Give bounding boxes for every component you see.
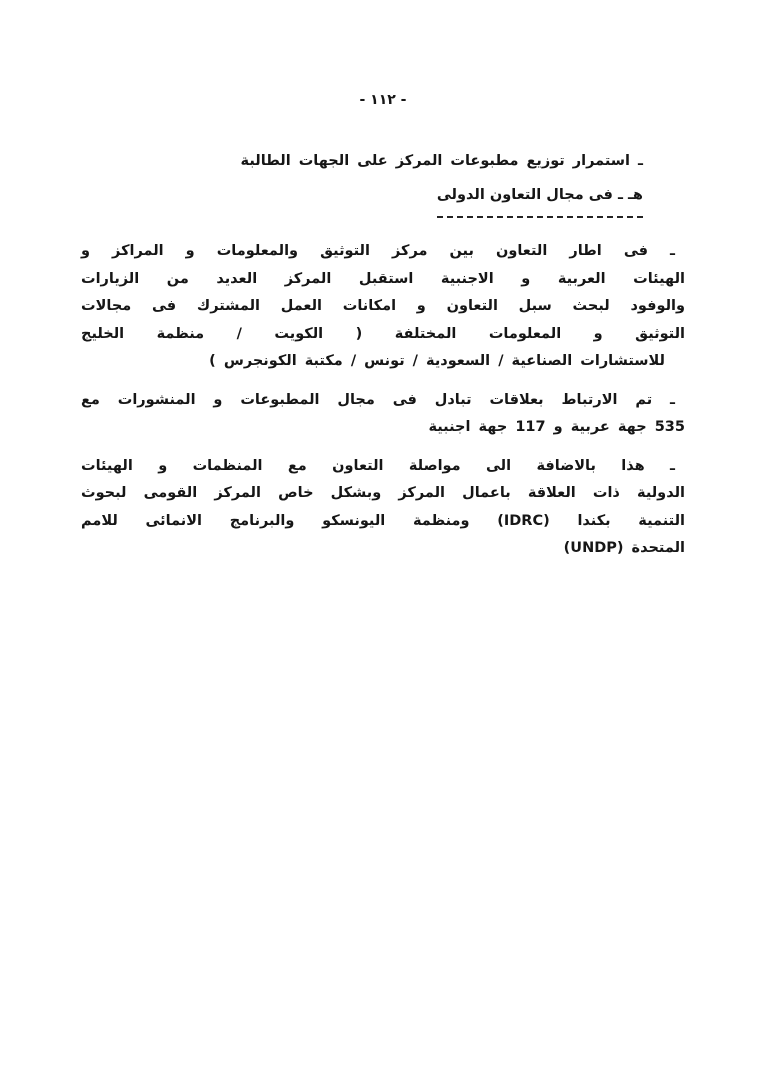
paragraph-line: للاستشارات الصناعية / السعودية / تونس / مكتبة الكونجرس ) (209, 353, 665, 369)
distribution-note-line: ـ استمرار توزيع مطبوعات المركز على الجهات الطالبة (240, 153, 643, 169)
paragraph-line: ـ هذا بالاضافة الى مواصلة التعاون مع المنظمات و الهيئات (81, 457, 675, 474)
paragraph-line: التوثيق و المعلومات المختلفة ( الكويت / منظمة الخليج (81, 325, 685, 342)
paragraph-line: التنمية بكندا (IDRC) ومنظمة اليونسكو والبرنامج الانمائى للامم (81, 512, 685, 529)
paragraph-line: الهيئات العربية و الاجنبية استقبل المركز العديد من الزيارات (81, 270, 685, 287)
paragraph-line: ـ فى اطار التعاون بين مركز التوثيق والمعلومات و المراكز و (81, 243, 675, 259)
paragraph-line: المتحدة (UNDP) (563, 540, 685, 556)
section-heading-row (81, 182, 685, 219)
paragraph-line: والوفود لبحث سبل التعاون و امكانات العمل المشترك فى مجالات (81, 298, 685, 314)
section-heading: هـ ـ فى مجال التعاون الدولى (437, 182, 643, 219)
page-number: - ١١٢ - (359, 92, 407, 108)
paragraph-international-orgs (81, 453, 685, 563)
document-content (81, 148, 685, 574)
paragraph-line: الدولية ذات العلاقة باعمال المركز وبشكل خاص المركز القومى لبحوث (81, 485, 685, 501)
paragraph-line: ـ تم الارتباط بعلاقات تبادل فى مجال المطبوعات و المنشورات مع (81, 391, 675, 408)
paragraph-exchange-relations (81, 387, 685, 442)
paragraph-line: 535 جهة عربية و 117 جهة اجنبية (428, 419, 685, 435)
paragraph-cooperation-visits (81, 238, 685, 376)
